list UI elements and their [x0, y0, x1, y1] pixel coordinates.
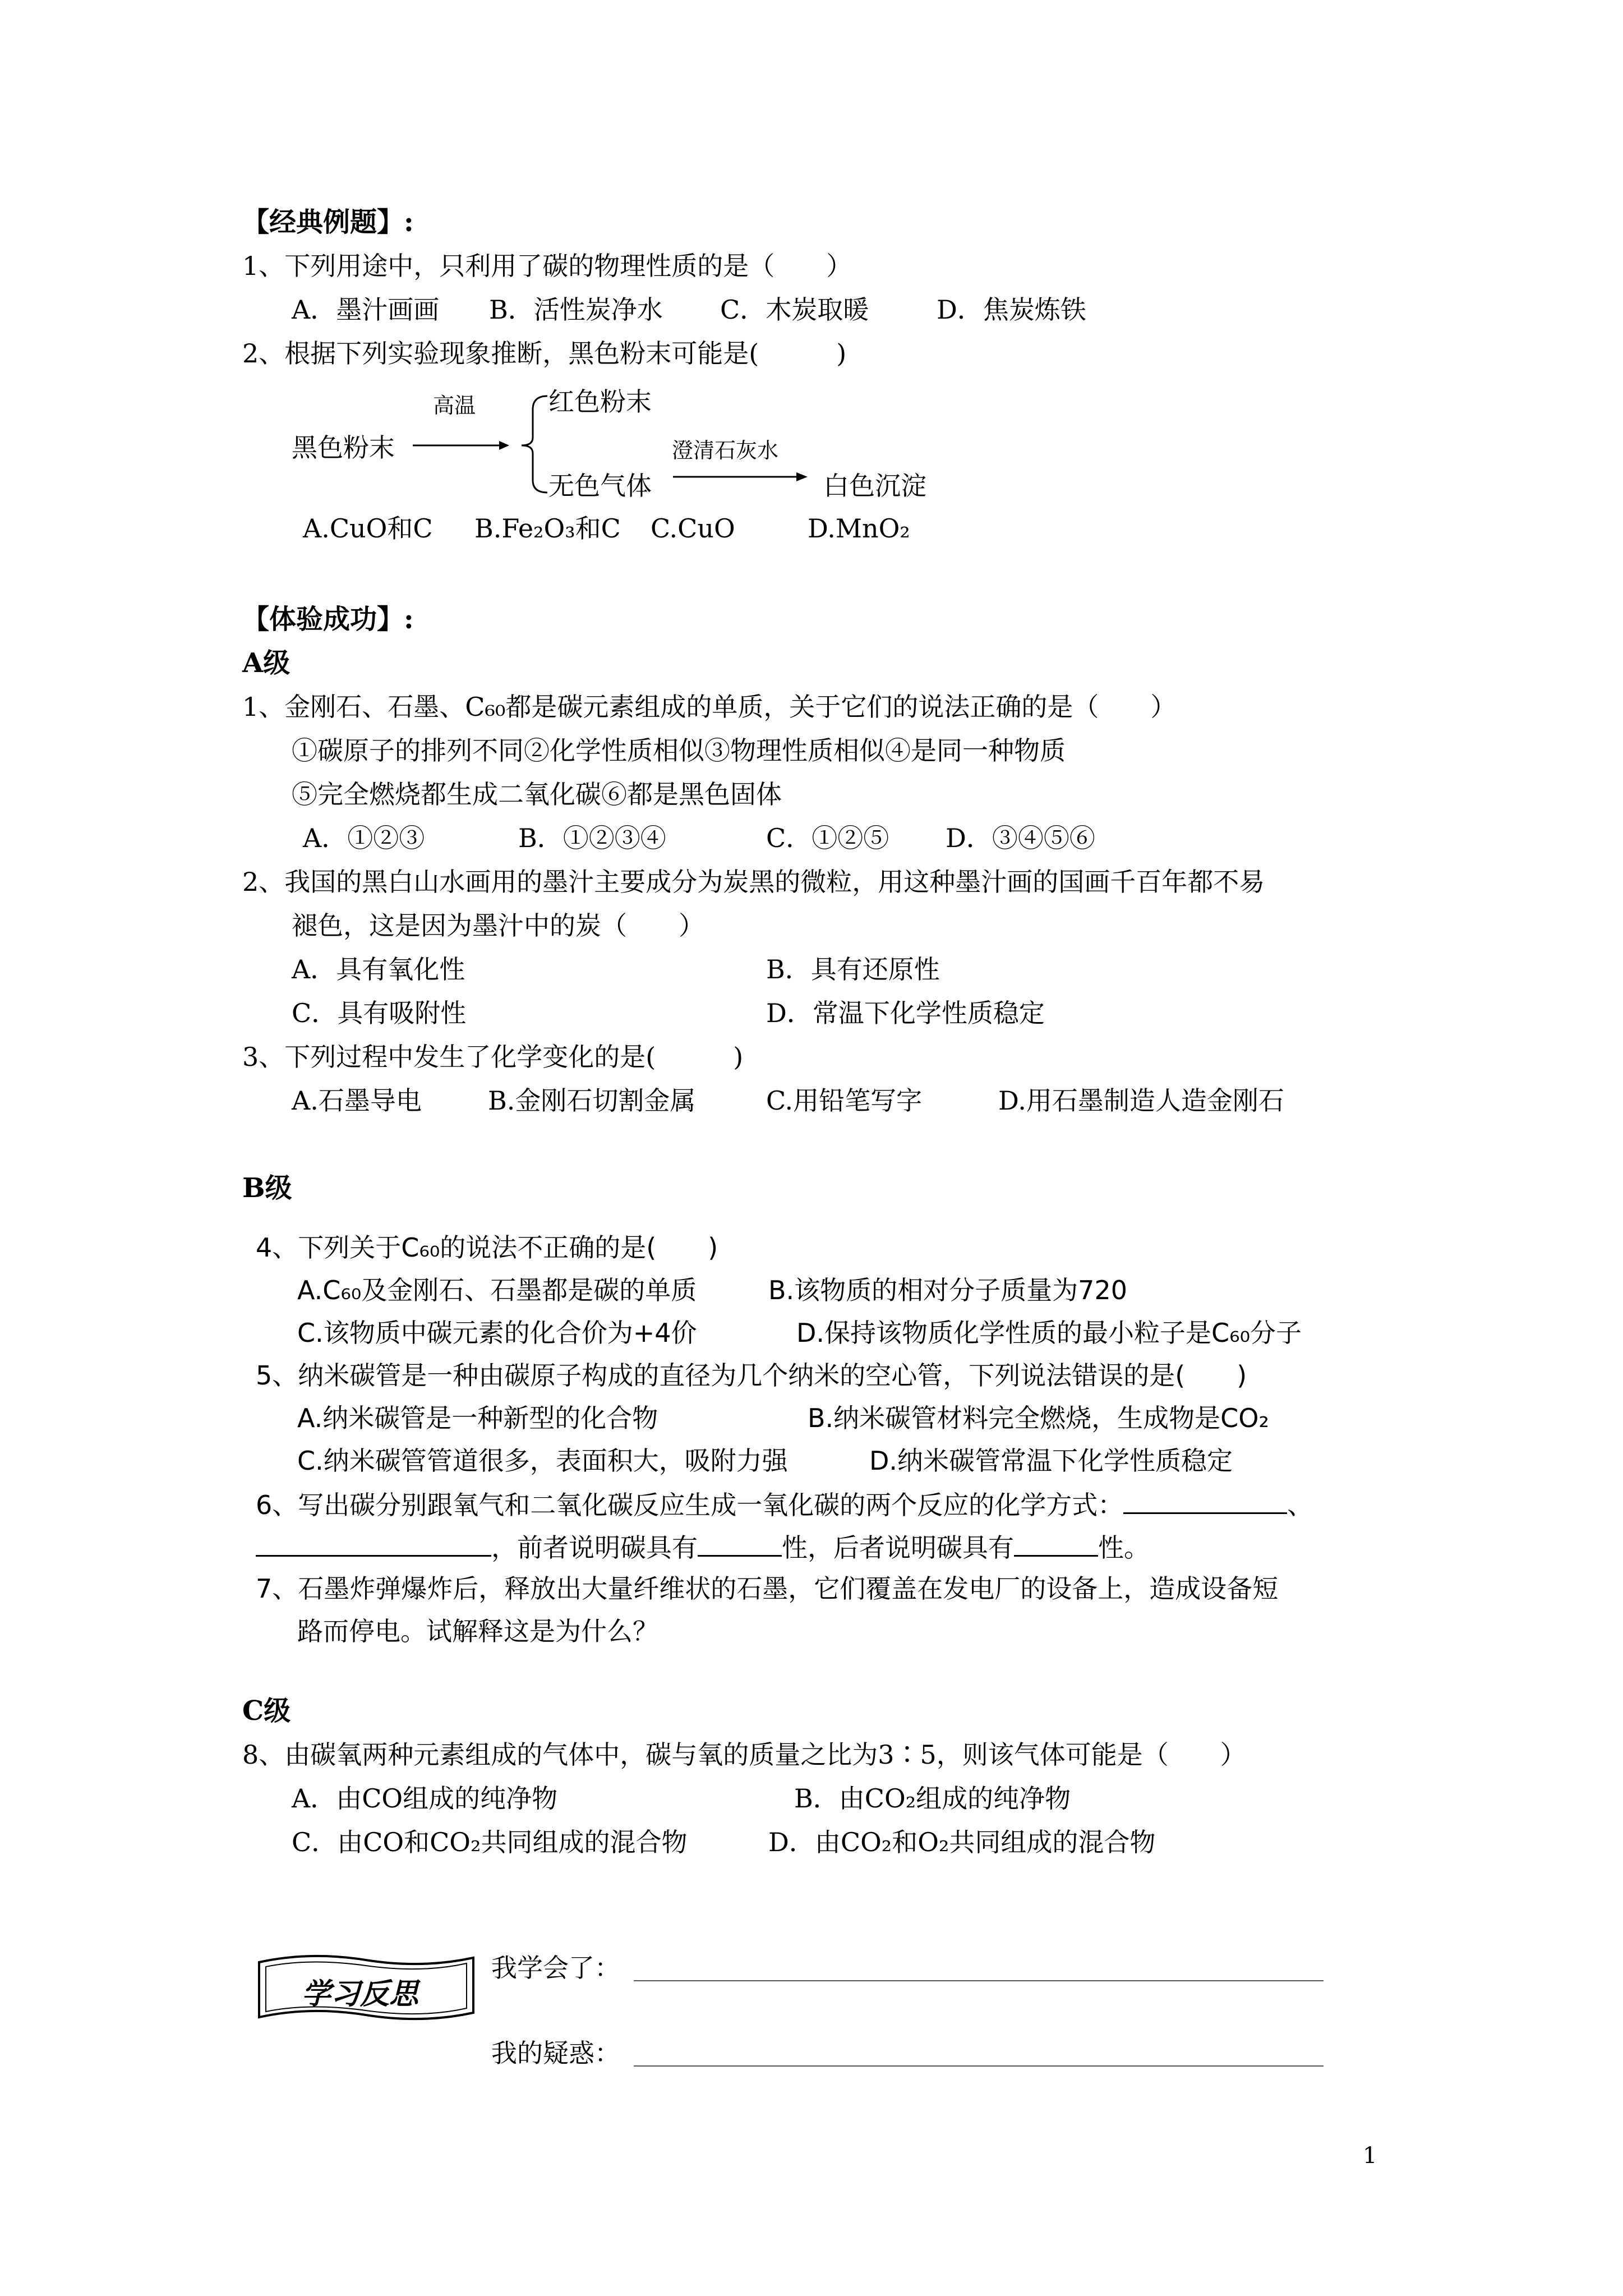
question-a2-line2: 褪色，这是因为墨汁中的炭（ ） — [292, 910, 704, 941]
b6-answer-blank-1[interactable] — [1123, 1487, 1287, 1514]
q1-option-d: D．焦炭炼铁 — [937, 295, 1086, 325]
a2-option-a: A．具有氧化性 — [292, 954, 465, 984]
a1-option-c: C．①②⑤ — [766, 823, 889, 853]
a1-option-d: D．③④⑤⑥ — [946, 823, 1095, 853]
b4-option-b: B.该物质的相对分子质量为720 — [768, 1275, 1127, 1305]
reflection-badge — [253, 1950, 478, 2026]
diagram-top-branch-label: 红色粉末 — [548, 386, 652, 417]
q2-option-d: D.MnO₂ — [808, 513, 910, 544]
reflection-doubts-line[interactable] — [634, 2065, 1324, 2067]
q1-option-c: C．木炭取暖 — [720, 295, 869, 325]
question-b5-stem: 5、纳米碳管是一种由碳原子构成的直径为几个纳米的空心管，下列说法错误的是( ) — [256, 1360, 1247, 1391]
a3-option-a: A.石墨导电 — [292, 1085, 422, 1116]
diagram-start-label: 黑色粉末 — [292, 432, 395, 463]
arrow-head-reagent — [796, 472, 808, 481]
question-c8-stem: 8、由碳氧两种元素组成的气体中，碳与氧的质量之比为3∶5，则该气体可能是（ ） — [242, 1740, 1246, 1770]
reflection-learned-label: 我学会了： — [491, 1953, 620, 1983]
question-a1-stem: 1、金刚石、石墨、C₆₀都是碳元素组成的单质，关于它们的说法正确的是（ ） — [242, 692, 1177, 722]
question-b6-line2 — [256, 1529, 1150, 1565]
diagram-condition-label: 高温 — [433, 393, 476, 418]
b6-answer-blank-2[interactable] — [256, 1529, 491, 1557]
b6-mid-text-2: 性，后者说明碳具有 — [782, 1533, 1014, 1563]
question-b7-stem: 7、石墨炸弹爆炸后，释放出大量纤维状的石墨，它们覆盖在发电厂的设备上，造成设备短 — [256, 1573, 1279, 1604]
a1-option-b: B．①②③④ — [518, 823, 666, 853]
q1-option-b: B．活性炭净水 — [489, 295, 663, 325]
a2-option-d: D．常温下化学性质稳定 — [766, 998, 1045, 1028]
reflection-learned-line[interactable] — [634, 1980, 1324, 1981]
b4-option-c: C.该物质中碳元素的化合价为+4价 — [297, 1318, 697, 1348]
level-b-heading: B级 — [242, 1172, 292, 1204]
level-a-heading: A级 — [242, 647, 291, 679]
b5-option-a: A.纳米碳管是一种新型的化合物 — [297, 1403, 658, 1433]
question-b7-line2: 路而停电。试解释这是为什么？ — [297, 1616, 658, 1646]
b6-stem-text: 6、写出碳分别跟氧气和二氧化碳反应生成一氧化碳的两个反应的化学方式： — [256, 1490, 1124, 1520]
b5-option-b: B.纳米碳管材料完全燃烧，生成物是CO₂ — [808, 1403, 1269, 1433]
a3-option-b: B.金刚石切割金属 — [488, 1085, 696, 1116]
question-2-stem: 2、根据下列实验现象推断，黑色粉末可能是( ) — [242, 338, 847, 369]
q2-option-c: C.CuO — [651, 513, 735, 544]
reaction-diagram — [280, 376, 1009, 505]
diagram-arrows — [280, 376, 1009, 505]
b5-option-c: C.纳米碳管管道很多，表面积大，吸附力强 — [297, 1446, 788, 1476]
a3-option-d: D.用石墨制造人造金刚石 — [998, 1085, 1284, 1116]
c8-option-b: B．由CO₂组成的纯净物 — [794, 1783, 1071, 1814]
a1-option-a: A．①②③ — [303, 823, 425, 853]
c8-option-d: D．由CO₂和O₂共同组成的混合物 — [768, 1827, 1156, 1857]
b4-option-d: D.保持该物质化学性质的最小粒子是C₆₀分子 — [796, 1318, 1302, 1348]
q1-option-a: A．墨汁画画 — [292, 295, 440, 325]
question-a3-stem: 3、下列过程中发生了化学变化的是( ) — [242, 1042, 744, 1072]
q2-option-b: B.Fe₂O₃和C — [474, 513, 621, 544]
reflection-badge-label: 学习反思 — [302, 1977, 419, 2011]
question-b4-stem: 4、下列关于C₆₀的说法不正确的是( ) — [256, 1232, 718, 1263]
b6-answer-blank-4[interactable] — [1014, 1529, 1098, 1557]
b6-mid-text-1: ，前者说明碳具有 — [491, 1533, 698, 1563]
a2-option-c: C．具有吸附性 — [292, 998, 467, 1028]
question-b6-stem — [256, 1487, 1313, 1522]
question-a2-stem: 2、我国的黑白山水画用的墨汁主要成分为炭黑的微粒，用这种墨汁画的国画千百年都不易 — [242, 867, 1265, 897]
b6-answer-blank-3[interactable] — [698, 1529, 782, 1557]
diagram-brace — [522, 396, 547, 493]
arrow-head-main — [499, 441, 509, 450]
level-c-heading: C级 — [242, 1695, 291, 1727]
a2-option-b: B．具有还原性 — [766, 954, 940, 984]
q2-option-a: A.CuO和C — [303, 513, 433, 544]
section-heading-classic: 【经典例题】: — [242, 206, 414, 238]
diagram-reagent-label: 澄清石灰水 — [672, 438, 779, 463]
section-heading-practice: 【体验成功】: — [242, 604, 414, 635]
c8-option-a: A．由CO组成的纯净物 — [292, 1783, 558, 1814]
b6-end-text: 性。 — [1098, 1533, 1150, 1563]
question-a1-line2: ①碳原子的排列不同②化学性质相似③物理性质相似④是同一种物质 — [292, 735, 1066, 766]
reflection-doubts-label: 我的疑惑： — [491, 2038, 620, 2068]
b6-separator: 、 — [1287, 1490, 1313, 1520]
b4-option-a: A.C₆₀及金刚石、石墨都是碳的单质 — [297, 1275, 697, 1305]
question-a1-line3: ⑤完全燃烧都生成二氧化碳⑥都是黑色固体 — [292, 779, 782, 809]
diagram-bottom-branch-label: 无色气体 — [548, 471, 652, 501]
c8-option-c: C．由CO和CO₂共同组成的混合物 — [292, 1827, 688, 1857]
question-1-stem: 1、下列用途中，只利用了碳的物理性质的是（ ） — [242, 251, 852, 281]
page-number: 1 — [1363, 2143, 1377, 2169]
diagram-result-label: 白色沉淀 — [823, 471, 926, 501]
b5-option-d: D.纳米碳管常温下化学性质稳定 — [869, 1446, 1233, 1476]
a3-option-c: C.用铅笔写字 — [766, 1085, 923, 1116]
